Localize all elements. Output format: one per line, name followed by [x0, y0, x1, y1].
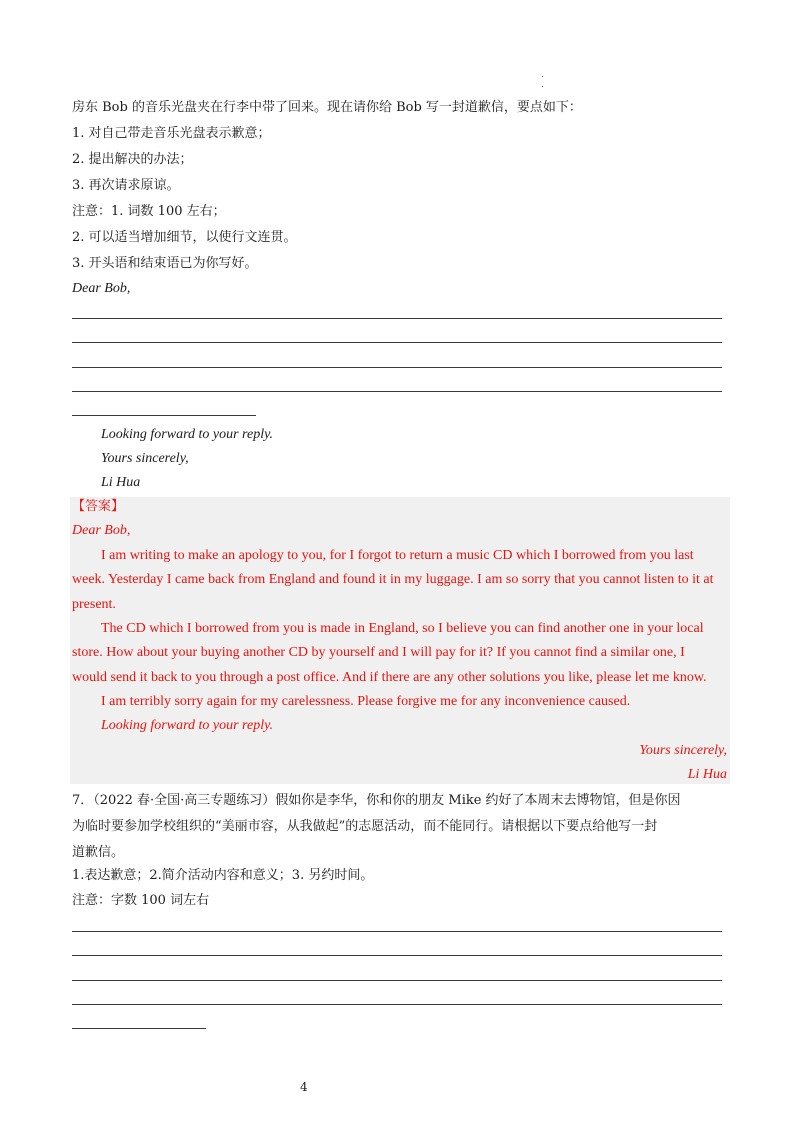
- answer-sincerely: Yours sincerely,: [639, 743, 727, 758]
- letter-closing: Looking forward to your reply.: [101, 427, 274, 442]
- task-intro: 房东 Bob 的音乐光盘夹在行李中带了回来。现在请你给 Bob 写一封道歉信，要点如下：: [72, 100, 582, 115]
- answer-signature: Li Hua: [687, 767, 727, 782]
- writing-line: [72, 1028, 206, 1029]
- question-7: 道歉信。: [72, 845, 125, 860]
- writing-line: [72, 415, 256, 416]
- answer-text: week. Yesterday I came back from England and found it in my luggage. I am so sorry that you cannot listen to it at: [72, 572, 714, 587]
- answer-text: The CD which I borrowed from you is made in England, so I believe you can find another one in your local: [101, 621, 704, 636]
- writing-line: [72, 318, 722, 319]
- answer-looking: Looking forward to your reply.: [101, 718, 274, 733]
- question-7: 为临时要参加学校组织的“美丽市容，从我做起”的志愿活动，而不能同行。请根据以下要点给他写一封: [72, 819, 658, 834]
- letter-closing: Yours sincerely,: [101, 451, 189, 466]
- letter-greeting: Dear Bob,: [72, 281, 131, 296]
- task-note: 3. 开头语和结束语已为你写好。: [72, 256, 258, 271]
- answer-block: [70, 497, 730, 784]
- question-7: 7．（2022 春·全国·高三专题练习）假如你是李华，你和你的朋友 Mike 约好了本周末去博物馆，但是你因: [72, 793, 681, 808]
- question-7-points: 1.表达歉意；2.简介活动内容和意义；3. 另约时间。: [72, 868, 374, 883]
- writing-line: [72, 931, 722, 932]
- writing-line: [72, 367, 722, 368]
- writing-line: [72, 391, 722, 392]
- task-point: 3. 再次请求原谅。: [72, 178, 180, 193]
- answer-label: 【答案】: [72, 499, 125, 514]
- writing-line: [72, 955, 722, 956]
- task-note: 注意：1. 词数 100 左右；: [72, 204, 226, 219]
- page-number: 4: [300, 1080, 308, 1094]
- answer-text: store. How about your buying another CD by yourself and I will pay for it? If you cannot find a similar one, I: [72, 645, 685, 660]
- writing-line: [72, 1004, 722, 1005]
- writing-line: [72, 980, 722, 981]
- task-note: 2. 可以适当增加细节，以使行文连贯。: [72, 230, 297, 245]
- answer-greeting: Dear Bob,: [72, 523, 131, 538]
- answer-text: I am writing to make an apology to you, for I forgot to return a music CD which I borrowed from you last: [101, 548, 694, 563]
- answer-text: I am terribly sorry again for my carelessness. Please forgive me for any inconvenience caused.: [101, 694, 631, 709]
- margin-dots: . .: [541, 70, 544, 90]
- task-point: 1. 对自己带走音乐光盘表示歉意；: [72, 126, 271, 141]
- answer-text: present.: [72, 597, 116, 612]
- letter-signature: Li Hua: [101, 475, 141, 490]
- answer-text: would send it back to you through a post office. And if there are any other solutions you like, please let me know.: [72, 670, 707, 685]
- task-point: 2. 提出解决的办法；: [72, 152, 193, 167]
- writing-line: [72, 342, 722, 343]
- question-7-note: 注意：字数 100 词左右: [72, 893, 210, 908]
